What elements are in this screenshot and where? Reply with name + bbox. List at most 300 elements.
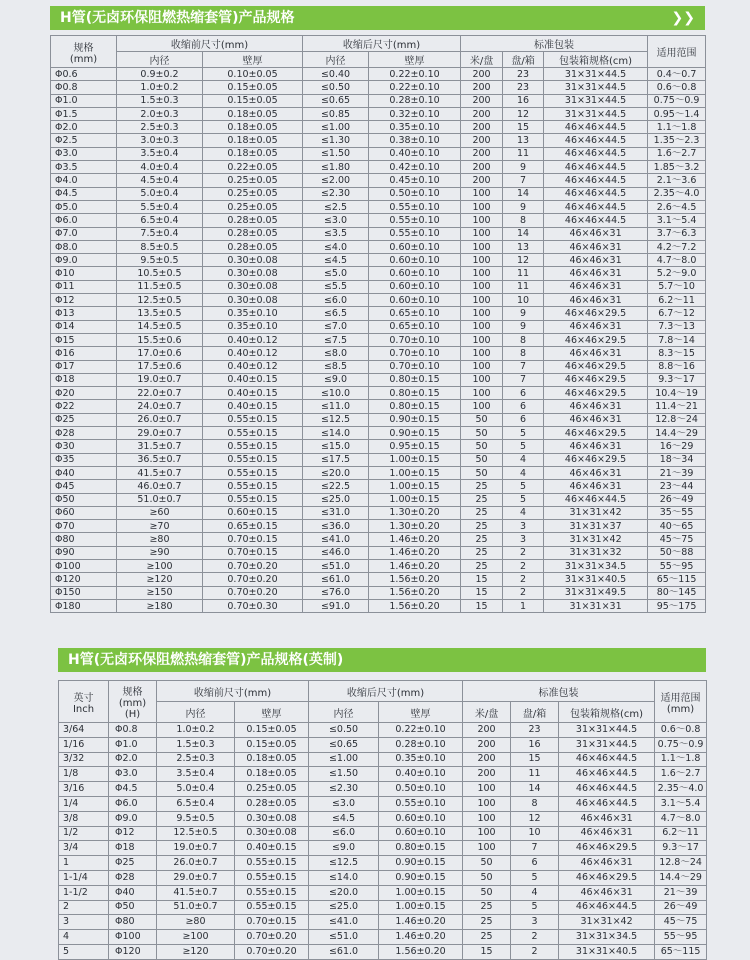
table-cell: 0.30±0.08 — [203, 267, 303, 280]
chevron-right-icon: ❯❯ — [671, 10, 695, 26]
table-cell: Φ4.0 — [51, 174, 117, 187]
table-cell: 100 — [463, 782, 511, 797]
table-cell: 4 — [511, 885, 559, 900]
table-cell: Φ1.5 — [51, 107, 117, 120]
table-cell: 200 — [463, 752, 511, 767]
imperial-table-title: H管(无卤环保阻燃热缩套管)产品规格(英制) — [68, 652, 344, 668]
table-cell: 46×46×31 — [544, 240, 648, 253]
table-cell: 25 — [461, 533, 503, 546]
table-cell: ≤0.50 — [303, 81, 369, 94]
table-cell: 0.25±0.05 — [203, 187, 303, 200]
table-cell: 100 — [461, 254, 503, 267]
table-cell: 6 — [503, 400, 544, 413]
table-cell: 0.30±0.08 — [203, 294, 303, 307]
table-cell: 4.7～8.0 — [655, 811, 707, 826]
metric-table-banner — [50, 6, 705, 30]
table-cell: 200 — [463, 723, 511, 738]
table-cell: 31×31×32 — [544, 546, 648, 559]
table-cell: 50 — [461, 427, 503, 440]
table-cell: ≤3.0 — [309, 796, 379, 811]
table-cell: 55～95 — [648, 559, 706, 572]
table-cell: 0.55±0.15 — [235, 870, 309, 885]
table-cell: 46×46×29.5 — [544, 453, 648, 466]
table-cell: Φ10 — [51, 267, 117, 280]
table-row — [51, 320, 706, 333]
table-cell: Φ8.0 — [51, 240, 117, 253]
table-cell: 17.5±0.6 — [117, 360, 203, 373]
table-cell: 1.56±0.20 — [369, 573, 461, 586]
table-cell: 3.5±0.4 — [157, 767, 235, 782]
table-cell: 200 — [461, 94, 503, 107]
table-cell: 8 — [511, 796, 559, 811]
table-cell: Φ45 — [51, 480, 117, 493]
table-cell: 0.95±0.15 — [369, 440, 461, 453]
table-cell: ≤76.0 — [303, 586, 369, 599]
table-cell: 200 — [461, 161, 503, 174]
table-row — [51, 147, 706, 160]
table-row — [59, 752, 707, 767]
table-cell: 12.5±0.5 — [117, 294, 203, 307]
table-cell: 0.40±0.12 — [203, 333, 303, 346]
table-cell: 46×46×31 — [544, 294, 648, 307]
table-cell: Φ0.8 — [109, 723, 157, 738]
table-cell: ≤11.0 — [303, 400, 369, 413]
table-cell: ≤46.0 — [303, 546, 369, 559]
table-cell: Φ12 — [51, 294, 117, 307]
table-cell: 0.55±0.15 — [203, 440, 303, 453]
col-after-wall-header: 壁厚 — [379, 702, 463, 723]
table-cell: 1.46±0.20 — [379, 915, 463, 930]
table-cell: 46×46×29.5 — [559, 841, 655, 856]
table-cell: 50 — [461, 453, 503, 466]
table-cell: 26～49 — [648, 493, 706, 506]
table-cell: 0.35±0.10 — [379, 752, 463, 767]
table-cell: ≤3.5 — [303, 227, 369, 240]
table-cell: 0.70±0.10 — [369, 347, 461, 360]
table-cell: 1.46±0.20 — [369, 533, 461, 546]
table-cell: Φ50 — [109, 900, 157, 915]
table-cell: 0.55±0.10 — [369, 214, 461, 227]
table-cell: 25 — [461, 520, 503, 533]
table-cell: 100 — [461, 294, 503, 307]
table-cell: ≤25.0 — [303, 493, 369, 506]
table-cell: 50 — [461, 466, 503, 479]
table-cell: 9.5±0.5 — [117, 254, 203, 267]
table-cell: 3 — [503, 520, 544, 533]
table-cell: 0.18±0.05 — [203, 121, 303, 134]
table-cell: 100 — [461, 347, 503, 360]
table-cell: 2 — [503, 546, 544, 559]
table-cell: ≤51.0 — [303, 559, 369, 572]
metric-table-title: H管(无卤环保阻燃热缩套管)产品规格 — [60, 10, 295, 26]
table-cell: 0.22±0.10 — [369, 81, 461, 94]
table-cell: 8 — [503, 333, 544, 346]
table-cell: 46×46×31 — [544, 347, 648, 360]
table-cell: 4.0±0.4 — [117, 161, 203, 174]
table-cell: Φ2.5 — [51, 134, 117, 147]
table-row — [51, 227, 706, 240]
col-pack-header: 标准包装 — [463, 681, 655, 702]
table-cell: 7 — [503, 174, 544, 187]
table-cell: 1.0±0.2 — [117, 81, 203, 94]
metric-spec-section — [50, 6, 705, 613]
table-cell: ≤0.65 — [309, 737, 379, 752]
table-cell: 0.55±0.15 — [235, 856, 309, 871]
table-cell: ≤1.30 — [303, 134, 369, 147]
table-row — [51, 307, 706, 320]
table-row — [51, 373, 706, 386]
table-cell: 31×31×44.5 — [544, 107, 648, 120]
table-cell: 46×46×29.5 — [544, 387, 648, 400]
table-cell: 13 — [503, 240, 544, 253]
table-cell: 40～65 — [648, 520, 706, 533]
table-cell: 100 — [461, 240, 503, 253]
table-cell: 46×46×29.5 — [544, 333, 648, 346]
table-cell: 46×46×29.5 — [544, 307, 648, 320]
table-row — [51, 200, 706, 213]
table-cell: 0.90±0.15 — [379, 856, 463, 871]
table-cell: Φ9.0 — [51, 254, 117, 267]
table-cell: Φ18 — [51, 373, 117, 386]
table-cell: 1-1/4 — [59, 870, 109, 885]
table-cell: 0.55±0.10 — [379, 796, 463, 811]
table-cell: 7 — [511, 841, 559, 856]
table-cell: 0.95～1.4 — [648, 107, 706, 120]
table-cell: 0.60±0.15 — [203, 506, 303, 519]
table-row — [51, 134, 706, 147]
table-row — [51, 68, 706, 81]
table-cell: 10 — [503, 294, 544, 307]
table-row — [51, 107, 706, 120]
table-cell: 0.42±0.10 — [369, 161, 461, 174]
table-cell: 100 — [463, 796, 511, 811]
table-cell: 0.22±0.05 — [203, 161, 303, 174]
table-cell: Φ180 — [51, 599, 117, 612]
table-cell: 100 — [461, 333, 503, 346]
table-cell: 2 — [503, 559, 544, 572]
table-cell: 15 — [503, 121, 544, 134]
table-cell: ≤14.0 — [309, 870, 379, 885]
table-row — [51, 387, 706, 400]
table-cell: Φ2.0 — [51, 121, 117, 134]
table-cell: ≥90 — [117, 546, 203, 559]
table-cell: 7.3～13 — [648, 320, 706, 333]
table-cell: 46×46×31 — [544, 227, 648, 240]
table-row — [51, 294, 706, 307]
table-cell: 100 — [461, 280, 503, 293]
table-cell: 0.70±0.10 — [369, 360, 461, 373]
table-cell: 0.18±0.05 — [235, 752, 309, 767]
table-cell: 3.1～5.4 — [655, 796, 707, 811]
table-cell: 0.28±0.05 — [203, 214, 303, 227]
table-cell: 1.46±0.20 — [369, 546, 461, 559]
table-cell: ≤41.0 — [303, 533, 369, 546]
table-cell: Φ25 — [51, 413, 117, 426]
table-cell: 0.55±0.15 — [203, 466, 303, 479]
table-cell: 0.32±0.10 — [369, 107, 461, 120]
table-cell: 100 — [461, 187, 503, 200]
table-cell: 0.30±0.08 — [203, 280, 303, 293]
table-cell: ≤12.5 — [309, 856, 379, 871]
table-cell: 200 — [461, 81, 503, 94]
table-cell: ≤61.0 — [309, 944, 379, 959]
table-cell: Φ120 — [109, 944, 157, 959]
table-row — [51, 121, 706, 134]
table-cell: 6.2～11 — [648, 294, 706, 307]
table-cell: Φ14 — [51, 320, 117, 333]
table-cell: 6.2～11 — [655, 826, 707, 841]
table-row — [51, 520, 706, 533]
table-cell: 46.0±0.7 — [117, 480, 203, 493]
table-cell: 4 — [503, 453, 544, 466]
table-cell: 9 — [503, 161, 544, 174]
table-cell: Φ40 — [51, 466, 117, 479]
table-row — [51, 214, 706, 227]
table-row — [51, 493, 706, 506]
table-cell: 0.25±0.05 — [203, 174, 303, 187]
table-cell: 4.5±0.4 — [117, 174, 203, 187]
table-cell: 0.80±0.15 — [369, 373, 461, 386]
table-cell: ≤9.0 — [303, 373, 369, 386]
table-row — [51, 573, 706, 586]
table-cell: 25 — [461, 559, 503, 572]
table-cell: Φ50 — [51, 493, 117, 506]
table-cell: 31×31×44.5 — [544, 94, 648, 107]
table-cell: 46×46×31 — [544, 280, 648, 293]
table-cell: Φ16 — [51, 347, 117, 360]
table-row — [59, 782, 707, 797]
table-cell: 0.55±0.15 — [203, 427, 303, 440]
table-cell: 9 — [503, 320, 544, 333]
table-cell: ≤22.5 — [303, 480, 369, 493]
table-cell: 0.80±0.15 — [369, 400, 461, 413]
table-cell: 15 — [511, 752, 559, 767]
table-cell: 11 — [503, 147, 544, 160]
table-row — [51, 453, 706, 466]
table-cell: Φ2.0 — [109, 752, 157, 767]
table-cell: 0.55±0.15 — [235, 885, 309, 900]
table-cell: 200 — [463, 767, 511, 782]
table-cell: 19.0±0.7 — [117, 373, 203, 386]
table-cell: Φ7.0 — [51, 227, 117, 240]
table-cell: 46×46×44.5 — [544, 121, 648, 134]
table-cell: 12 — [511, 811, 559, 826]
table-cell: 11.5±0.5 — [117, 280, 203, 293]
table-cell: 14.4～29 — [655, 870, 707, 885]
table-cell: 3 — [59, 915, 109, 930]
table-cell: 9.3～17 — [648, 373, 706, 386]
table-cell: 50 — [463, 870, 511, 885]
table-cell: 65～115 — [648, 573, 706, 586]
table-cell: 0.55±0.15 — [203, 493, 303, 506]
table-cell: 0.22±0.10 — [369, 68, 461, 81]
table-cell: 23 — [503, 81, 544, 94]
table-row — [51, 533, 706, 546]
table-cell: 46×46×31 — [544, 440, 648, 453]
table-cell: 15 — [461, 586, 503, 599]
table-cell: 10.5±0.5 — [117, 267, 203, 280]
table-cell: 8.5±0.5 — [117, 240, 203, 253]
table-cell: 0.15±0.05 — [203, 94, 303, 107]
col-before-header: 收缩前尺寸(mm) — [117, 36, 303, 52]
table-cell: 100 — [461, 387, 503, 400]
col-inch-header: 英寸 Inch — [59, 681, 109, 723]
table-cell: 16 — [511, 737, 559, 752]
table-cell: ≤4.5 — [303, 254, 369, 267]
table-cell: 1.00±0.15 — [369, 453, 461, 466]
table-cell: 1.00±0.15 — [369, 493, 461, 506]
table-cell: ≤1.80 — [303, 161, 369, 174]
table-cell: 0.4～0.7 — [648, 68, 706, 81]
table-cell: 1.5±0.3 — [117, 94, 203, 107]
table-cell: 46×46×31 — [544, 267, 648, 280]
table-cell: Φ4.5 — [51, 187, 117, 200]
table-row — [59, 841, 707, 856]
table-cell: 46×46×31 — [544, 480, 648, 493]
table-cell: Φ25 — [109, 856, 157, 871]
imperial-spec-section — [50, 648, 705, 960]
table-cell: 0.22±0.10 — [379, 723, 463, 738]
table-cell: 35～55 — [648, 506, 706, 519]
table-cell: 3 — [511, 915, 559, 930]
table-cell: ≥80 — [157, 915, 235, 930]
table-cell: ≤41.0 — [309, 915, 379, 930]
table-cell: 13 — [503, 134, 544, 147]
table-row — [51, 280, 706, 293]
table-cell: 46×46×44.5 — [559, 782, 655, 797]
table-cell: 26～49 — [655, 900, 707, 915]
table-cell: ≤0.65 — [303, 94, 369, 107]
table-cell: 0.70±0.30 — [203, 599, 303, 612]
table-cell: 3.5±0.4 — [117, 147, 203, 160]
table-row — [51, 94, 706, 107]
table-cell: ≤2.00 — [303, 174, 369, 187]
table-cell: 1/4 — [59, 796, 109, 811]
table-cell: 31×31×31 — [544, 599, 648, 612]
table-cell: 0.70±0.20 — [203, 573, 303, 586]
table-cell: ≤0.85 — [303, 107, 369, 120]
table-cell: 1.46±0.20 — [379, 930, 463, 945]
table-cell: 0.9±0.2 — [117, 68, 203, 81]
table-cell: 5.0±0.4 — [157, 782, 235, 797]
table-cell: 0.65±0.10 — [369, 307, 461, 320]
table-cell: 25 — [463, 900, 511, 915]
table-cell: 25 — [463, 930, 511, 945]
table-cell: 2.35～4.0 — [655, 782, 707, 797]
table-cell: 3/4 — [59, 841, 109, 856]
table-row — [51, 466, 706, 479]
table-cell: 8.8～16 — [648, 360, 706, 373]
table-cell: 1.35～2.3 — [648, 134, 706, 147]
table-row — [59, 900, 707, 915]
table-cell: 100 — [463, 841, 511, 856]
table-cell: 15 — [463, 944, 511, 959]
table-cell: 0.18±0.05 — [235, 767, 309, 782]
table-cell: 5 — [503, 440, 544, 453]
table-cell: Φ9.0 — [109, 811, 157, 826]
col-after-header: 收缩后尺寸(mm) — [303, 36, 461, 52]
table-cell: 1/2 — [59, 826, 109, 841]
table-cell: 2.5±0.3 — [157, 752, 235, 767]
table-cell: ≤31.0 — [303, 506, 369, 519]
table-cell: 4.2～7.2 — [648, 240, 706, 253]
table-cell: 31×31×34.5 — [544, 559, 648, 572]
table-cell: 1.1～1.8 — [655, 752, 707, 767]
table-cell: 46×46×29.5 — [544, 360, 648, 373]
table-cell: 45～75 — [648, 533, 706, 546]
col-after-wall-header: 壁厚 — [369, 52, 461, 68]
col-m-per-reel-header: 米/盘 — [461, 52, 503, 68]
table-cell: 5.2～9.0 — [648, 267, 706, 280]
table-cell: 5 — [511, 900, 559, 915]
table-row — [51, 174, 706, 187]
table-cell: 46×46×31 — [559, 885, 655, 900]
table-row — [51, 360, 706, 373]
table-cell: ≤2.30 — [309, 782, 379, 797]
table-cell: 23 — [511, 723, 559, 738]
table-cell: 11 — [503, 267, 544, 280]
table-cell: Φ120 — [51, 573, 117, 586]
table-cell: 31×31×44.5 — [544, 68, 648, 81]
table-cell: 2 — [503, 573, 544, 586]
table-cell: 0.35±0.10 — [203, 307, 303, 320]
table-cell: 36.5±0.7 — [117, 453, 203, 466]
table-cell: 1-1/2 — [59, 885, 109, 900]
table-cell: 25 — [461, 480, 503, 493]
table-cell: 10 — [511, 826, 559, 841]
col-range-header: 适用范围 (mm) — [655, 681, 707, 723]
table-cell: 31×31×40.5 — [559, 944, 655, 959]
table-cell: ≤36.0 — [303, 520, 369, 533]
table-row — [59, 723, 707, 738]
table-cell: 29.0±0.7 — [157, 870, 235, 885]
col-m-per-reel-header: 米/盘 — [463, 702, 511, 723]
table-cell: 1/8 — [59, 767, 109, 782]
table-cell: 0.60±0.10 — [369, 294, 461, 307]
table-cell: 46×46×31 — [559, 856, 655, 871]
table-cell: ≤20.0 — [303, 466, 369, 479]
table-cell: 0.30±0.08 — [203, 254, 303, 267]
col-after-header: 收缩后尺寸(mm) — [309, 681, 463, 702]
table-cell: 2.1～3.6 — [648, 174, 706, 187]
table-cell: 0.65±0.10 — [369, 320, 461, 333]
table-cell: 95～175 — [648, 599, 706, 612]
table-cell: 100 — [461, 360, 503, 373]
table-cell: 50～88 — [648, 546, 706, 559]
table-cell: ≤6.0 — [303, 294, 369, 307]
table-cell: 200 — [461, 147, 503, 160]
table-cell: 50 — [461, 440, 503, 453]
table-cell: Φ100 — [51, 559, 117, 572]
table-cell: 16～29 — [648, 440, 706, 453]
table-cell: 200 — [461, 107, 503, 120]
table-cell: 21～39 — [648, 466, 706, 479]
table-cell: 31×31×44.5 — [559, 737, 655, 752]
table-cell: 0.28±0.05 — [203, 240, 303, 253]
table-cell: 50 — [463, 885, 511, 900]
table-row — [51, 400, 706, 413]
table-cell: 14 — [511, 782, 559, 797]
table-cell: ≤1.50 — [309, 767, 379, 782]
table-cell: 2 — [511, 930, 559, 945]
table-cell: 1.1～1.8 — [648, 121, 706, 134]
table-cell: 1.6～2.7 — [648, 147, 706, 160]
table-cell: 0.60±0.10 — [369, 254, 461, 267]
table-cell: 46×46×44.5 — [544, 134, 648, 147]
table-cell: 0.40±0.15 — [203, 400, 303, 413]
table-cell: 1/16 — [59, 737, 109, 752]
table-cell: 4 — [503, 466, 544, 479]
